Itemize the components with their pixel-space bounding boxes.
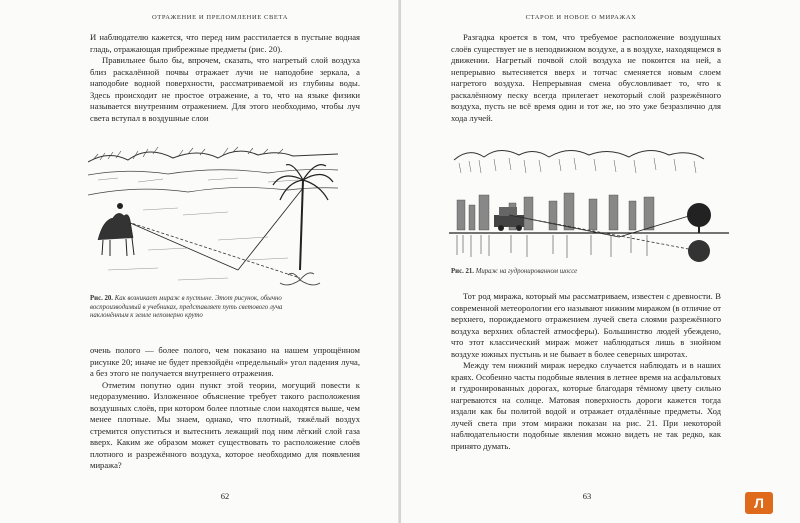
body-text-top [451, 32, 721, 124]
right-page [401, 0, 800, 523]
publisher-logo-badge: Л [745, 492, 773, 514]
paragraph: Между тем нижний мираж нередко случается наблюдать и в наших краях. Особенно часты подобные явления в летнее время на асфальтовых и гудронированных дорогах, которые благодаря тёмному цвету сильно нагреваются на солнце. Матовая поверхность дороги кажется тогда издали как бы политой водой и отражает отдалённые предметы. Ход лучей света при этом миражи показан на рис. 21. При некоторой наблюдательности подобные явления можно видеть не так редко, как принято думать. [451, 360, 721, 451]
left-page [0, 0, 399, 523]
road-mirage-illustration [449, 145, 729, 265]
paragraph: Отметим попутно один пункт этой теории, могущий повести к недоразумению. Изложенное объяснение требует такого расположения воздушных слоёв, при котором более плотные слои находятся выше, чем менее плотные. Мы знаем, однако, что плотный, тяжёлый воздух стремится опуститься и вытеснить лежащий под ним лёгкий слой газа вверх. Каким же образом может существовать то расположение слоёв плотного и разрежённого воздуха, которое необходимо для появления миража? [90, 379, 360, 470]
paragraph: И наблюдателю кажется, что перед ним расстилается в пустыне водная гладь, отражающая прибрежные предметы (рис. 20). [90, 32, 360, 54]
caption-text: Мираж на гудронированном шоссе [475, 268, 578, 275]
body-text-top [90, 32, 360, 124]
paragraph: очень полого — более полого, чем показано на нашем упрощённом рисунке 20; иначе не будет превзойдён «предельный» угол падения луча, а без этого не получается внутреннего отражения. [90, 345, 360, 378]
desert-mirage-illustration [88, 140, 338, 290]
caption-label: Рис. 20. [90, 295, 113, 302]
paragraph: Тот род миража, который мы рассматриваем, известен с древности. В современной метеорологии его называют нижним миражом (в отличие от верхнего, порождаемого отражением лучей света слоями разрежённого воздуха верхних областей атмосферы). Большинство людей убеждено, что этот классический мираж может наблюдаться лишь в знойном воздухе южных пустынь и не бывает в более северных широтах. [451, 291, 721, 359]
caption-text: Как возникает мираж в пустыне. Этот рисунок, обычно воспроизводимый в учебниках, представляет путь светового луча наклонённым к земле непомерно круто [90, 295, 283, 319]
figure-caption [90, 295, 305, 321]
running-head: ОТРАЖЕНИЕ И ПРЕЛОМЛЕНИЕ СВЕТА [151, 14, 289, 21]
page-number: 63 [582, 491, 592, 501]
paragraph: Правильнее было бы, впрочем, сказать, что нагретый слой воздуха близ раскалённой почвы отражает лучи не наподобие зеркала, а наподобие водной поверхности, рассматриваемой из глубины воды. Здесь происходит не простое отражение, а то, что на языке физики называется внутренним отражением. Для этого необходимо, чтобы луч света вступал в воздушные слои [90, 55, 360, 123]
paragraph: Разгадка кроется в том, что требуемое расположение воздушных слоёв существует не в неподвижном воздухе, а в воздухе, находящемся в движении. Нагретый почвой слой воздуха не покоится на ней, а непрерывно вытесняется вверх и тотчас сменяется новым слоем нагретого воздуха. Непрерывная смена обусловливает то, что к раскалённому песку всегда прилегает некоторый слой разрежённого воздуха, пусть не всё время один и тот же, но это уже безразлично для хода лучей. [451, 32, 721, 123]
body-text-bottom [451, 291, 721, 452]
running-head: СТАРОЕ И НОВОЕ О МИРАЖАХ [525, 14, 637, 21]
page-number: 62 [220, 491, 230, 501]
caption-label: Рис. 21. [451, 268, 474, 275]
figure-caption [451, 268, 701, 277]
body-text-bottom [90, 345, 360, 472]
